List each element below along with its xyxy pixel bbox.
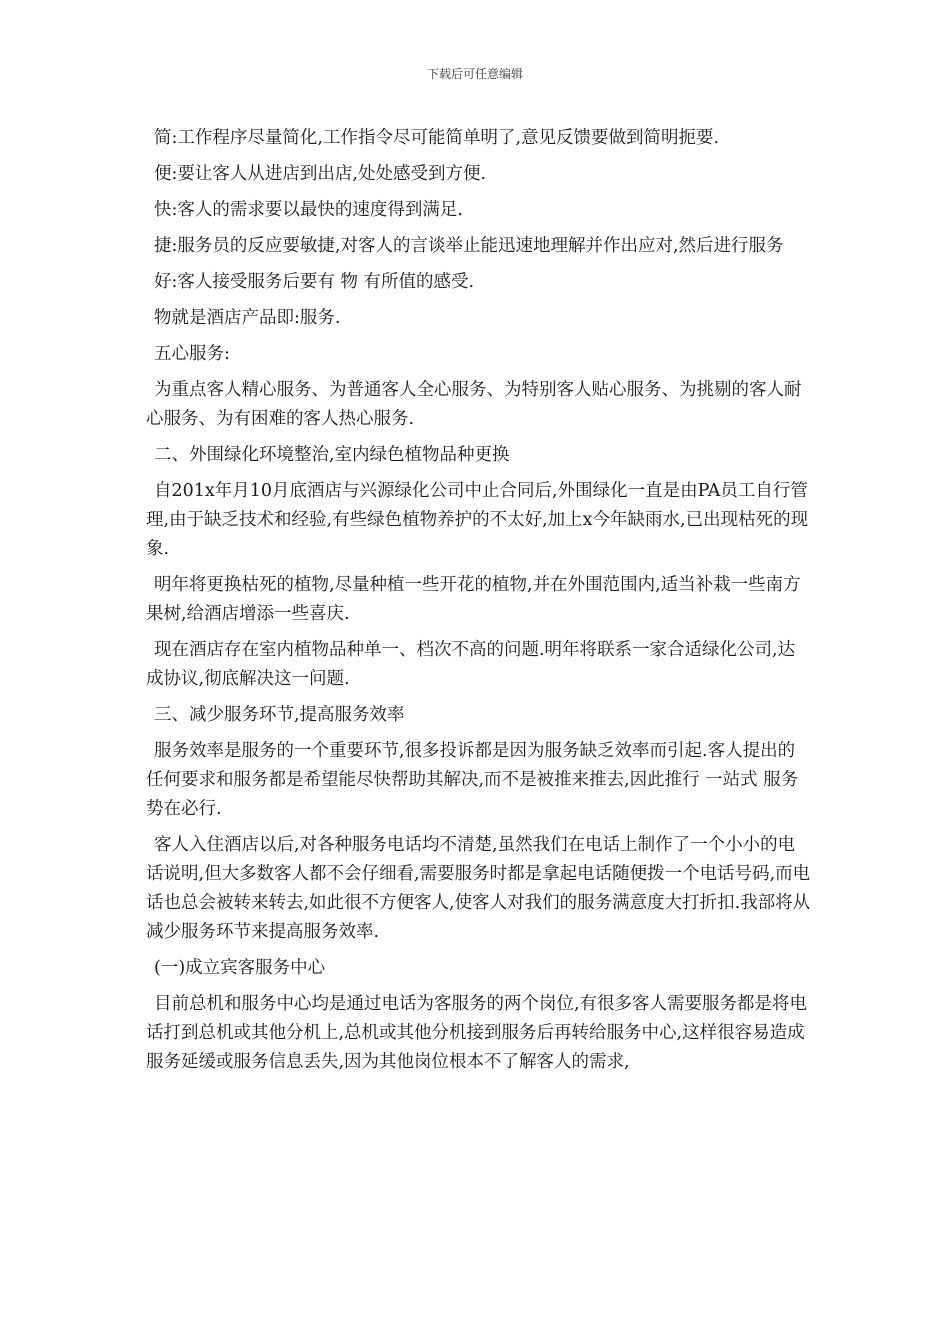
paragraph-service-center: 目前总机和服务中心均是通过电话为客服务的两个岗位,有很多客人需要服务都是将电话打到总机或其他分机上,总机或其他分机接到服务后再转给服务中心,这样很容易造成服务延缓或服务信息丢失,因为其他岗位根本不了解客人的需求, bbox=[146, 994, 808, 1072]
paragraph-kuai: 快:客人的需求要以最快的速度得到满足. bbox=[154, 200, 463, 220]
paragraph-five-hearts-body: 为重点客人精心服务、为普通客人全心服务、为特别客人贴心服务、为挑剔的客人耐心服务、为有困难的客人热心服务. bbox=[146, 380, 802, 429]
paragraph-jian: 简:工作程序尽量简化,工作指令尽可能简单明了,意见反馈要做到简明扼要. bbox=[154, 128, 720, 148]
paragraph-hao: 好:客人接受服务后要有 物 有所值的感受. bbox=[154, 272, 475, 292]
document-body bbox=[146, 124, 812, 1084]
paragraph-bian: 便:要让客人从进店到出店,处处感受到方便. bbox=[154, 164, 487, 184]
subsection-heading-service-center: (一)成立宾客服务中心 bbox=[154, 958, 326, 978]
paragraph-jie: 捷:服务员的反应要敏捷,对客人的言谈举止能迅速地理解并作出应对,然后进行服务 bbox=[154, 236, 784, 256]
page-header: 下载后可任意编辑 bbox=[426, 67, 523, 81]
paragraph-efficiency: 服务效率是服务的一个重要环节,很多投诉都是因为服务缺乏效率而引起.客人提出的任何要求和服务都是希望能尽快帮助其解决,而不是被推来推去,因此推行 一站式 服务势在必行. bbox=[146, 741, 799, 819]
paragraph-five-hearts-title: 五心服务: bbox=[154, 344, 230, 364]
section-heading-greening: 二、外围绿化环境整治,室内绿色植物品种更换 bbox=[154, 445, 510, 465]
paragraph-wu: 物就是酒店产品即:服务. bbox=[154, 308, 341, 328]
paragraph-phone-service: 客人入住酒店以后,对各种服务电话均不清楚,虽然我们在电话上制作了一个小小的电话说明,但大多数客人都不会仔细看,需要服务时都是拿起电话随便拨一个电话号码,而电话也总会被转来转去,如此很不方便客人,使客人对我们的服务满意度大打折扣.我部将从减少服务环节来提高服务效率. bbox=[146, 835, 811, 942]
paragraph-indoor-plants: 现在酒店存在室内植物品种单一、档次不高的问题.明年将联系一家合适绿化公司,达成协议,彻底解决这一问题. bbox=[146, 640, 796, 689]
paragraph-greening-plan: 明年将更换枯死的植物,尽量种植一些开花的植物,并在外围范围内,适当补栽一些南方果树,给酒店增添一些喜庆. bbox=[146, 575, 801, 624]
paragraph-greening-status: 自201x年月10月底酒店与兴源绿化公司中止合同后,外围绿化一直是由PA员工自行管理,由于缺乏技术和经验,有些绿色植物养护的不太好,加上x今年缺雨水,已出现枯死的现象. bbox=[146, 481, 809, 559]
section-heading-efficiency: 三、减少服务环节,提高服务效率 bbox=[154, 705, 405, 725]
